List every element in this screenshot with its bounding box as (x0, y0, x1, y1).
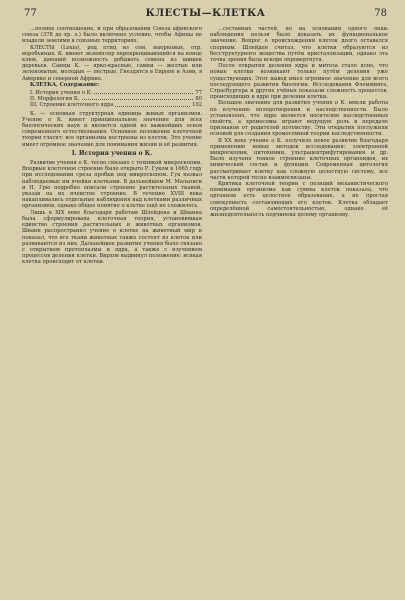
paragraph: После открытия деления ядра и митоза стало ясно, что новые клетки возникают только путём деления уже существующих. Этот вывод имел огромное значение для всего последующего развития биологии. Исследования Флемминга, Страсбургера и других учёных показали сложность процессов, происходящих в ядре при делении клетки. (210, 63, 388, 101)
entry-klesty: КЛЕСТЫ (Loxia), род птиц из сем. вьюрковых, отр. воробьиных. К. имеют экземпляр перекрещивающийся на конце клюв, дающий возможность добывать семена из шишек деревьев. Самцы К. — ярко-красные, самки — желтые или зеленоватые, молодые — пестрые. Гнездятся в Европе и Азии, в Америке и северной Африке. (22, 44, 202, 82)
entry-kletka-heading: КЛЕТКА, Содержание: (30, 81, 100, 88)
paragraph: К. — основная структурная единица живых организмов. Учение о К. имеет принципиальное значение для всех биологических наук и является одной из важнейших основ современного естествознания. Основное положение клеточной теории гласит: все организмы построены из клеток. Это учение имеет огромное значение для понимания жизни и её развития. (22, 110, 202, 148)
left-page-number: 77 (24, 8, 37, 19)
page-header (24, 8, 387, 22)
paragraph: В XX веке учение о К. получило новое развитие благодаря применению новых методов исследования: электронной микроскопии, цитохимии, ультрацентрифугирования и др. Было изучено тонкое строение клеточных органоидов, их химический состав и функции. Современная цитология рассматривает клетку как сложную целостную систему, все части которой тесно взаимосвязаны. (210, 137, 388, 181)
right-page-number: 78 (374, 8, 387, 19)
running-title: КЛЕСТЫ—КЛЕТКА (145, 8, 266, 19)
paragraph: Большое значение для развития учения о К. имели работы по изучению оплодотворения и наследственности. Было установлено, что ядро является носителем наследственных свойств, а хромосомы играют ведущую роль в передаче признаков от родителей потомству. Эти открытия послужили основой для создания хромосомной теории наследственности. (210, 100, 388, 138)
paragraph: Критика клеточной теории с позиций механистического понимания организма как суммы клеток показала, что организм есть целостное образование, а не простая совокупность составляющих его клеток. Клетка обладает определённой самостоятельностью, однако её жизнедеятельность подчинена целому организму. (210, 181, 388, 219)
contents-item: I. История учения о К. 77 (30, 90, 202, 97)
right-column (210, 26, 388, 586)
left-column (22, 26, 202, 586)
paragraph: ...составных частей, но на основании одного лишь наблюдения нельзя было доказать их функциональное значение. Вопрос о происхождении клеток долго оставался спорным. Шлейден считал, что клетки образуются из бесструктурного вещества путём кристаллизации, однако эта точка зрения была вскоре опровергнута. (210, 26, 388, 64)
paragraph: ...полное соотношение, и при образовании Союза афинского союза (378 до хр. э.) было включено условие, чтобы Афины не владели землями в союзных территориях. (22, 26, 202, 45)
contents-item: II. Морфология К. 80 (30, 96, 202, 103)
section-heading: I. История учения о К. (71, 149, 153, 157)
paragraph: Развитие учения о К. тесно связано с техникой микроскопии. Впервые клеточное строение было открыто Р. Гуком в 1665 году при исследовании среза пробки под микроскопом. Гук назвал наблюдаемые им ячейки клетками. В дальнейшем М. Мальпиги и Н. Грю подробно описали строение растительных тканей, указав на их ячеистое строение. В течение XVIII века накапливались отдельные наблюдения над клетками различных организмов, однако общее понятие о клетке ещё не сложилось. (22, 160, 202, 210)
paragraph: Лишь в XIX веке благодаря работам Шлейдена и Шванна была сформулирована клеточная теория, установившая единство строения растительных и животных организмов. Шванн распространил учение о клетке на животный мир и показал, что все ткани животных также состоят из клеток или развиваются из них. Дальнейшее развитие учения было связано с открытием протоплазмы и ядра, а также с изучением процессов деления клетки. Вирхов выдвинул положение: всякая клетка происходит от клетки. (22, 209, 202, 266)
contents-list (30, 90, 202, 109)
contents-item: III. Строение клеточного ядра 102 (30, 102, 202, 109)
